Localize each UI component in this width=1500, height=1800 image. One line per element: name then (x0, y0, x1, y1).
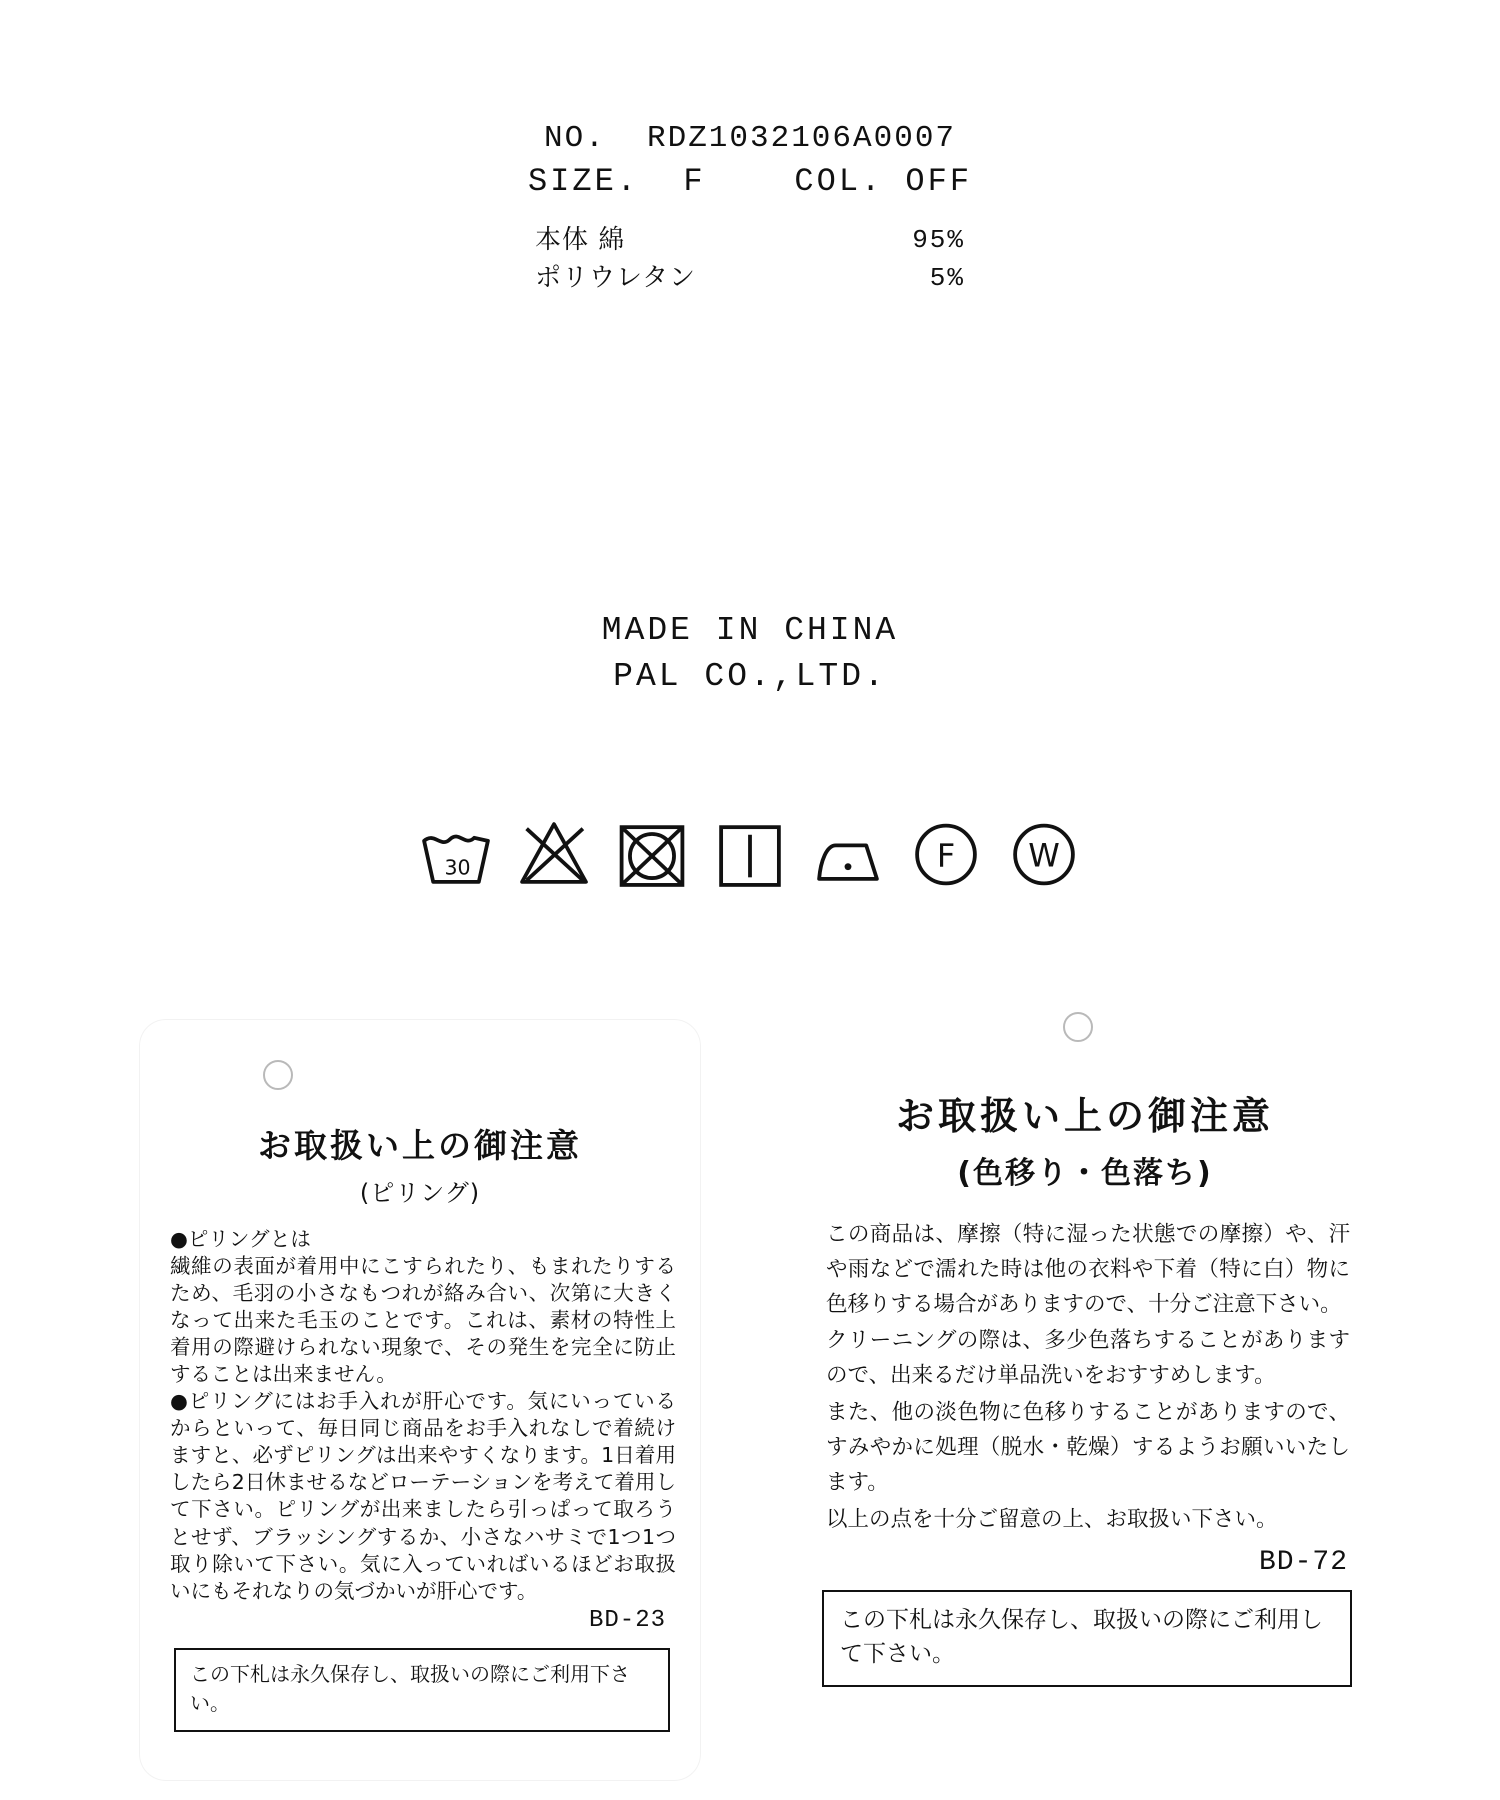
product-number: NO. RDZ1032106A0007 (543, 121, 957, 156)
note-text: この下札は永久保存し、取扱いの際にご利用して下さい。 (840, 1607, 1323, 1667)
paragraph: クリーニングの際は、多少色落ちすることがありますので、出来るだけ単品洗いをおすすめします。 (826, 1328, 1350, 1389)
paragraph: この商品は、摩擦（特に湿った状態での摩擦）や、汗や雨などで濡れた時は他の衣料や下着（特に白）物に色移りする場合がありますので、十分ご注意下さい。 (826, 1222, 1350, 1317)
dry-clean-f-icon (908, 815, 984, 891)
hang-tag-right-note (822, 1590, 1352, 1687)
fiber-composition (0, 222, 1500, 297)
no-tumble-dry-icon (614, 815, 690, 891)
paragraph: ●ピリングにはお手入れが肝心です。気にいっているからといって、毎日同じ商品をお手入れなしで着続けますと、必ずピリングは出来やすくなります。1日着用したら2日休ませるなどローテーションを考えて着用して下さい。ピリングが出来ましたら引っぱって取ろうとせず、ブラッシングするか、小さなハサミで1つ1つ取り除いて下さい。気に入っていればいるほどお取扱いにもそれなりの気づかいが肝心です。 (170, 1389, 676, 1603)
fiber-row (535, 222, 965, 260)
paragraph: 以上の点を十分ご留意の上、お取扱い下さい。 (826, 1506, 1278, 1532)
hang-tag-left-note (174, 1648, 670, 1732)
fiber-percent: 5% (929, 262, 965, 293)
punch-hole-right (1063, 1012, 1093, 1042)
hang-tag-right-body (826, 1218, 1350, 1537)
wash-30-icon (418, 815, 494, 891)
fiber-name: 本体 綿 (535, 225, 626, 255)
note-text: この下札は永久保存し、取扱いの際にご利用下さい。 (190, 1661, 630, 1715)
origin-block (0, 608, 1500, 699)
dry-clean-letter: F (936, 836, 956, 875)
wash-temperature-label: 30 (444, 855, 471, 880)
hang-tag-right-title: お取扱い上の御注意 (895, 1094, 1274, 1138)
fiber-row (535, 260, 965, 298)
punch-hole-left (263, 1060, 293, 1090)
wet-clean-w-icon (1006, 815, 1082, 891)
hang-tag-right-subtitle: (色移り・色落ち) (957, 1156, 1213, 1191)
made-in-text: MADE IN CHINA (601, 612, 899, 649)
hang-tag-left-body (170, 1226, 676, 1605)
fiber-percent: 95% (912, 225, 965, 255)
paragraph: また、他の淡色物に色移りすることがありますので、すみやかに処理（脱水・乾燥）するようお願いいたします。 (826, 1400, 1350, 1495)
hang-tag-left-code: BD-23 (588, 1606, 666, 1634)
fiber-name: ポリウレタン (535, 262, 696, 293)
hang-tag-color-transfer (800, 1000, 1370, 1790)
hang-tag-right-code: BD-72 (1258, 1547, 1348, 1579)
care-symbol-row (0, 815, 1500, 891)
company-name: PAL CO.,LTD. (613, 657, 887, 695)
hang-tag-left-subtitle: (ピリング) (359, 1179, 481, 1207)
size-color-line: SIZE. F COL. OFF (527, 162, 973, 200)
hang-tag-pilling (140, 1020, 700, 1780)
paragraph: 繊維の表面が着用中にこすられたり、もまれたりするため、毛羽の小さなもつれが絡み合い、次第に大きくなって出来た毛玉のことです。これは、素材の特性上着用の際避けられない現象で、その発生を完全に防止することは出来ません。 (170, 1254, 676, 1387)
iron-low-icon (810, 815, 886, 891)
wet-clean-letter: W (1028, 836, 1060, 875)
no-bleach-icon (516, 815, 592, 891)
paragraph: ●ピリングとは (170, 1227, 311, 1251)
drip-dry-icon (712, 815, 788, 891)
hang-tag-left-title: お取扱い上の御注意 (258, 1126, 582, 1165)
care-label-header (0, 118, 1500, 203)
